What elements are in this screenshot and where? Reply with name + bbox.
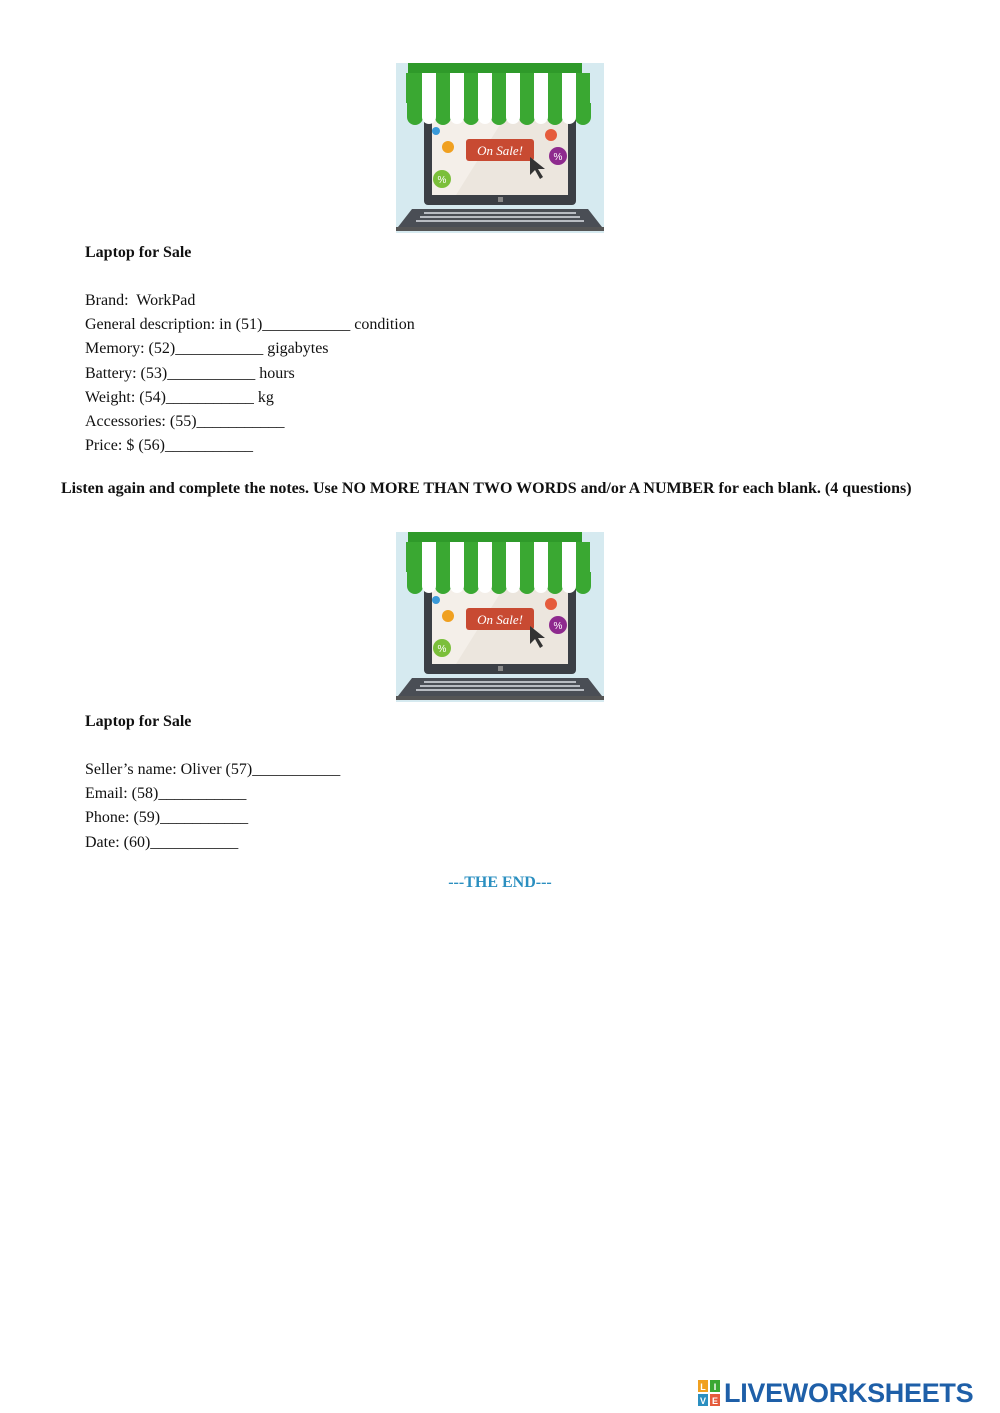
svg-text:V: V [699, 1396, 707, 1406]
svg-text:%: % [553, 621, 563, 632]
note-email: Email: (58)___________ [85, 785, 247, 803]
the-end-text: ---THE END--- [448, 874, 552, 891]
note-accessories: Accessories: (55)___________ [85, 412, 285, 430]
svg-text:I: I [713, 1382, 717, 1392]
section2-notes [85, 758, 340, 855]
note-general-description: General description: in (51)___________ condition [85, 316, 415, 334]
section1-notes [85, 289, 415, 458]
instruction-text: Listen again and complete the notes. Use NO MORE THAN TWO WORDS and/or A NUMBER for each blank. (4 questions) [61, 480, 912, 497]
on-sale-laptop-icon [396, 528, 604, 702]
svg-text:%: % [553, 152, 563, 163]
laptop-sale-illustration [396, 59, 604, 233]
liveworksheets-logo [698, 1378, 973, 1408]
note-brand: Brand: WorkPad [85, 292, 196, 309]
on-sale-laptop-icon [396, 59, 604, 233]
svg-text:%: % [437, 175, 447, 186]
svg-text:On Sale!: On Sale! [477, 143, 523, 158]
liveworksheets-badge-icon [698, 1380, 720, 1406]
note-price: Price: $ (56)___________ [85, 437, 253, 455]
svg-text:%: % [437, 644, 447, 655]
svg-text:L: L [700, 1382, 706, 1392]
logo-text: LIVEWORKSHEETS [724, 1377, 974, 1408]
svg-text:E: E [711, 1396, 719, 1406]
note-phone: Phone: (59)___________ [85, 809, 249, 827]
svg-text:On Sale!: On Sale! [477, 612, 523, 627]
note-battery: Battery: (53)___________ hours [85, 364, 295, 382]
laptop-sale-illustration-2 [396, 528, 604, 702]
note-date: Date: (60)___________ [85, 833, 239, 851]
section1-heading: Laptop for Sale [85, 244, 192, 261]
note-memory: Memory: (52)___________ gigabytes [85, 340, 329, 358]
section2-heading: Laptop for Sale [85, 713, 192, 730]
note-weight: Weight: (54)___________ kg [85, 388, 274, 406]
note-seller-name: Seller’s name: Oliver (57)___________ [85, 761, 341, 778]
